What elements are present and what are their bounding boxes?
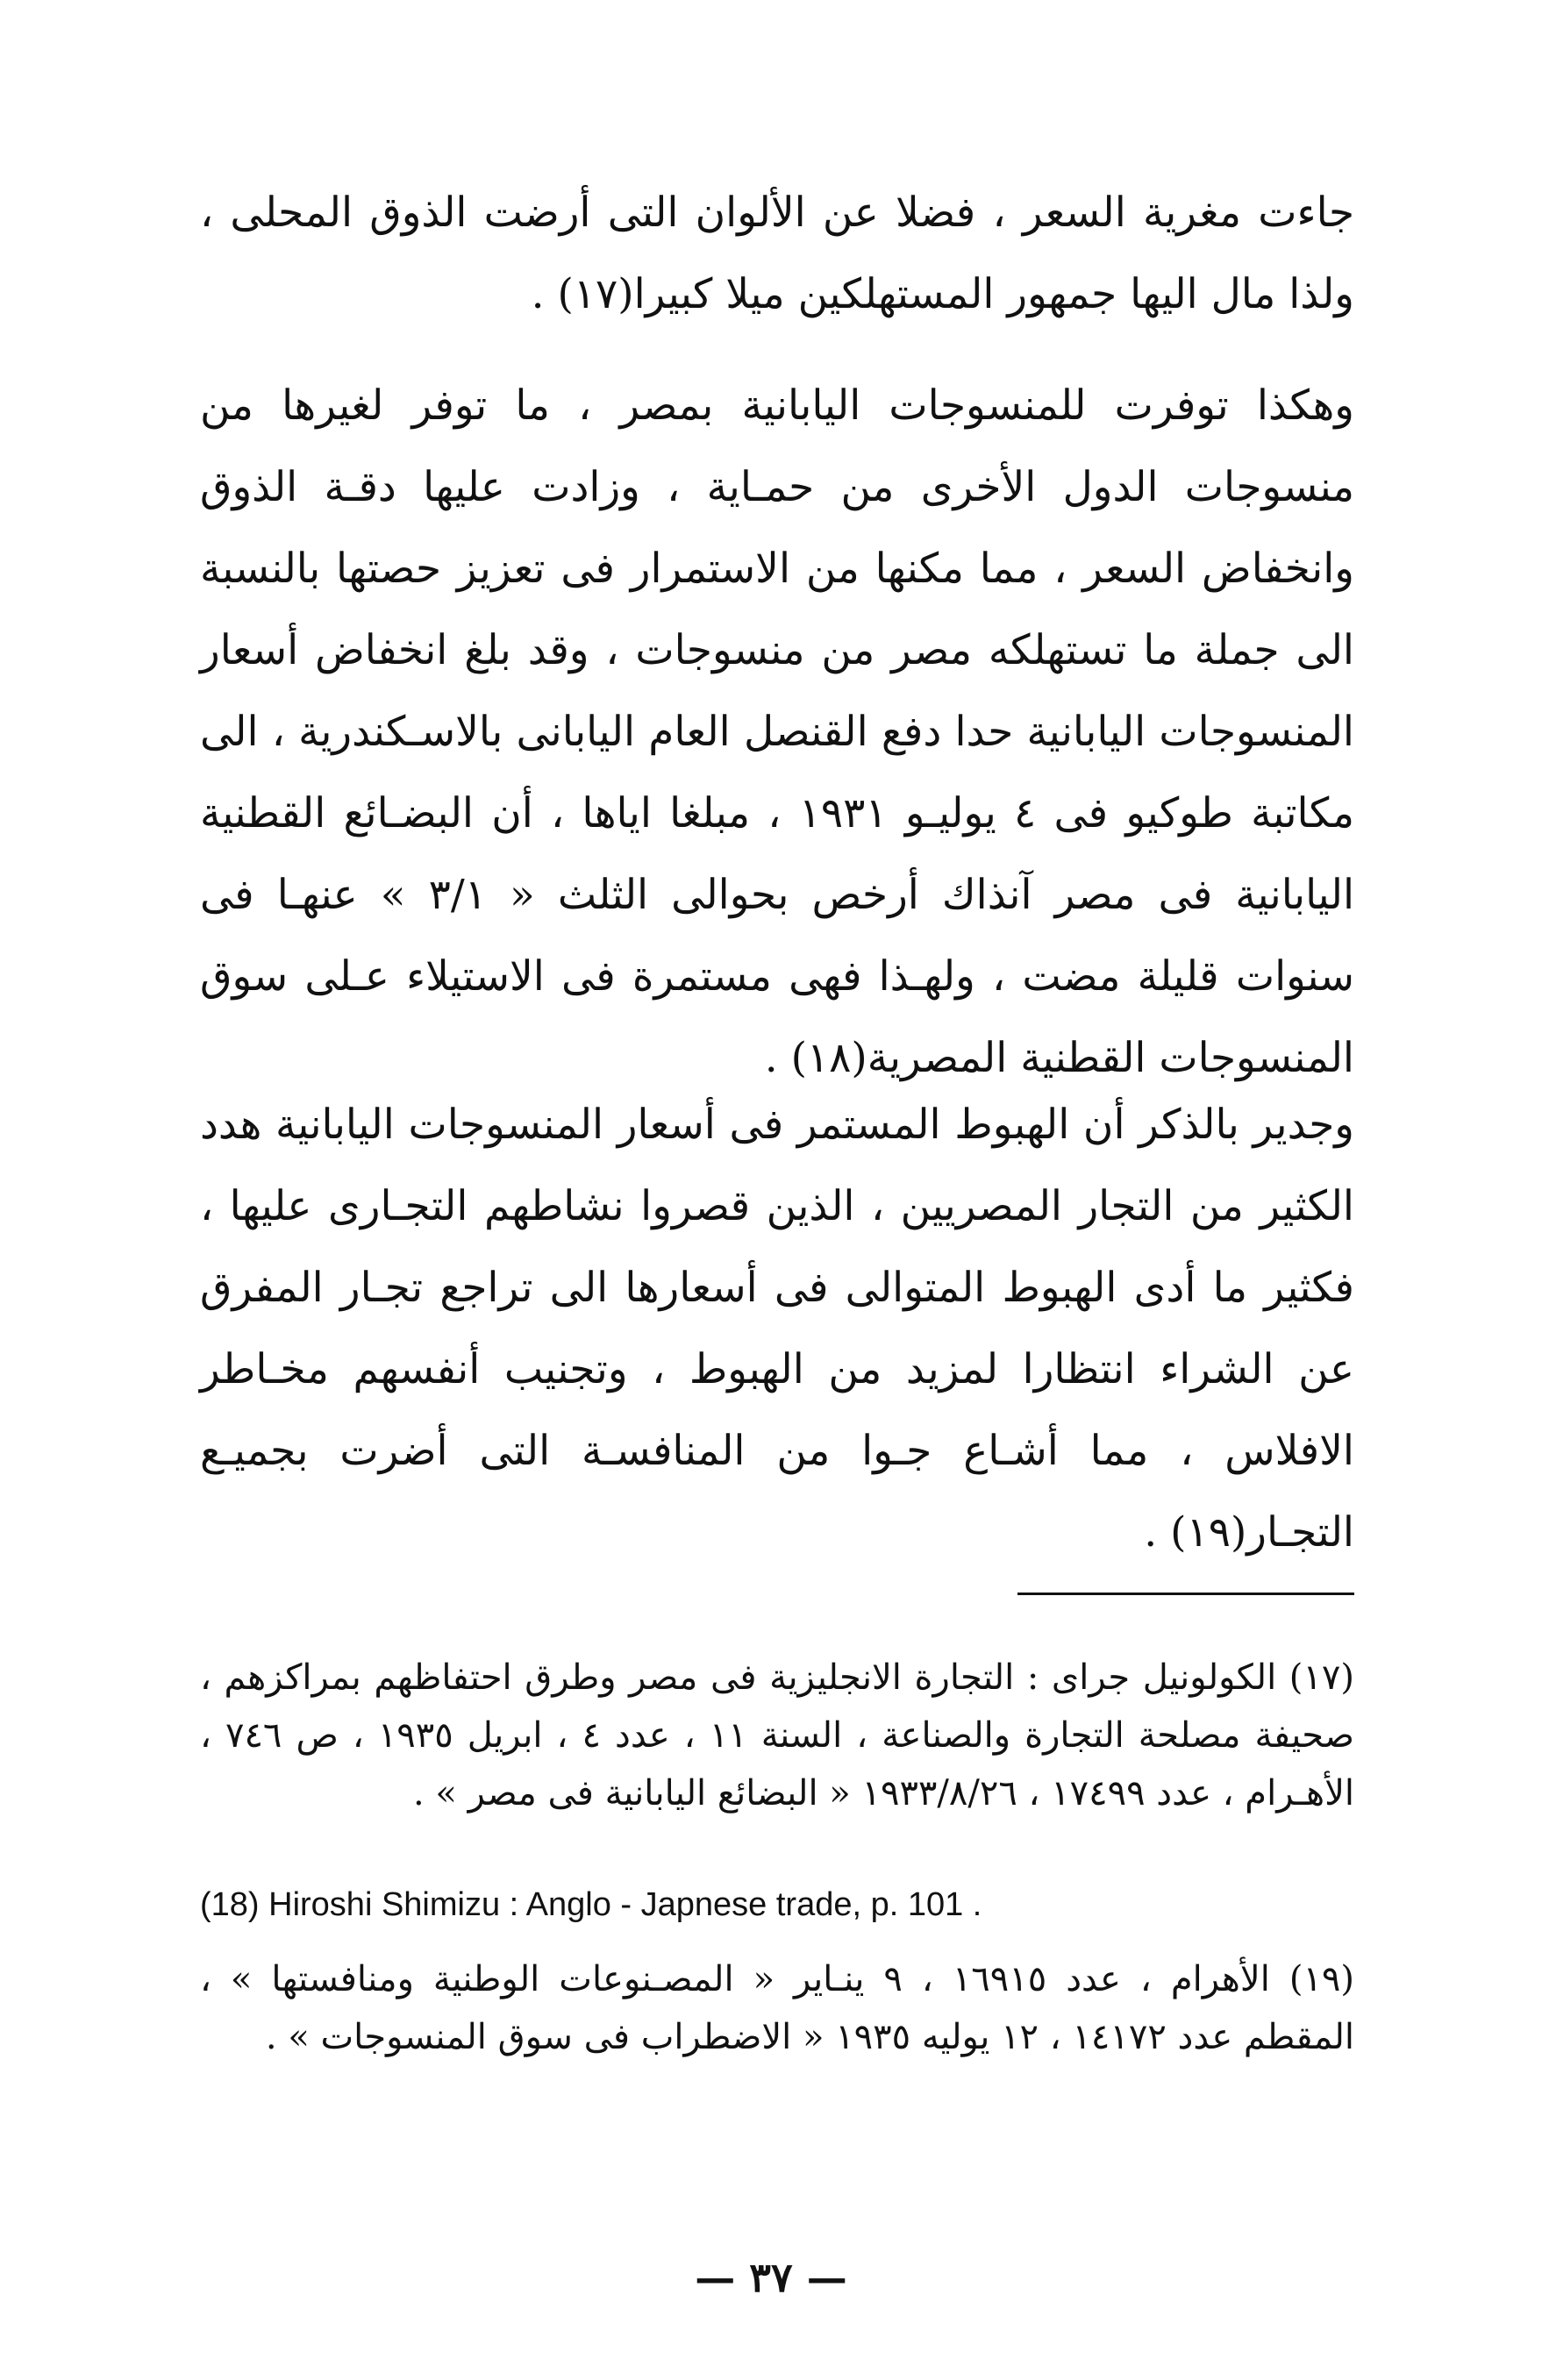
paragraph-1-container bbox=[200, 172, 1354, 335]
footnote-19: (١٩) الأهرام ، عدد ١٦٩١٥ ، ٩ ينـاير « المصـنوعات الوطنية ومنافستها » ، المقطم عدد ١٤١٧٢ ، ١٢ يوليه ١٩٣٥ « الاضطراب فى سوق المنسوجات » . bbox=[200, 1959, 1355, 2057]
footnote-19-container bbox=[200, 1950, 1354, 2066]
footnote-divider bbox=[1017, 1593, 1354, 1595]
page-number: — ٣٧ — bbox=[695, 2254, 847, 2301]
footnote-17: (١٧) الكولونيل جراى : التجارة الانجليزية فى مصر وطرق احتفاظهم بمراكزهم ، صحيفة مصلحة التجارة والصناعة ، السنة ١١ ، عدد ٤ ، ابريل ١٩٣٥ ، ص ٧٤٦ ، الأهـرام ، عدد ١٧٤٩٩ ، ١٩٣٣/٨/٢٦ « البضائع اليابانية فى مصر » . bbox=[200, 1657, 1354, 1814]
paragraph-2: وهكذا توفرت للمنسوجات اليابانية بمصر ، ما توفر لغيرها من منسوجات الدول الأخرى من حمـاية ، وزادت عليها دقـة الذوق وانخفاض السعر ، مما مكنها من الاستمرار فى تعزيز حصتها بالنسبة الى جملة ما تستهلكه مصر من منسوجات ، وقد بلغ انخفاض أسعار المنسوجات اليابانية حدا دفع القنصل العام اليابانى بالاسـكندرية ، الى مكاتبة طوكيو فى ٤ يوليـو ١٩٣١ ، مبلغا اياها ، أن البضـائع القطنية اليابانية فى مصر آنذاك أرخص بحوالى الثلث « ٣/١ » عنهـا فى سنوات قليلة مضت ، ولهـذا فهى مستمرة فى الاستيلاء عـلى سوق المنسوجات القطنية المصرية(١٨) . bbox=[200, 381, 1355, 1082]
paragraph-3: وجدير بالذكر أن الهبوط المستمر فى أسعار المنسوجات اليابانية هدد الكثير من التجار المصريين ، الذين قصروا نشاطهم التجـارى عليها ، فكثير ما أدى الهبوط المتوالى فى أسعارها الى تراجع تجـار المفرق عن الشراء انتظارا لمزيد من الهبوط ، وتجنيب أنفسهم مخـاطر الافلاس ، مما أشـاع جـوا من المنافسـة التى أضرت بجميـع التجـار(١٩) . bbox=[200, 1101, 1354, 1557]
footnote-18: (18) Hiroshi Shimizu : Anglo - Japnese trade, p. 101 . bbox=[200, 1886, 982, 1923]
paragraph-3-container bbox=[200, 1084, 1354, 1573]
paragraph-1: جاءت مغرية السعر ، فضلا عن الألوان التى أرضت الذوق المحلى ، ولذا مال اليها جمهور المستهلكين ميلا كبيرا(١٧) . bbox=[200, 189, 1354, 318]
footnote-17-container bbox=[200, 1649, 1354, 1822]
paragraph-2-container bbox=[200, 365, 1354, 1099]
